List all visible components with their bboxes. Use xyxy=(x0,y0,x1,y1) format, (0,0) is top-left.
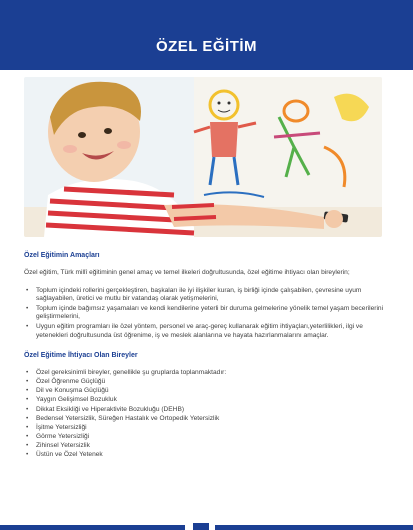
footer-bar-left xyxy=(0,525,185,530)
page-title: ÖZEL EĞİTİM xyxy=(155,37,258,55)
needs-section-title: Özel Eğitime İhtiyacı Olan Bireyler xyxy=(24,352,138,360)
list-item: • Dikkat Eksikliği ve Hiperaktivite Bozukluğu (DEHB) xyxy=(24,406,384,415)
footer-bar-right xyxy=(215,525,413,530)
aims-intro: Özel eğitim, Türk millî eğitiminin genel amaç ve temel ilkeleri doğrultusunda, özel eğitime ihtiyacı olan bireylerin; xyxy=(24,268,350,276)
needs-list xyxy=(24,369,384,460)
list-item: • Toplum içinde bağımsız yaşamaları ve kendi kendilerine yeterli bir duruma gelmelerine yönelik temel yaşam becerilerini geliştirmelerini, xyxy=(24,305,384,323)
list-item: • Uygun eğitim programları ile özel yöntem, personel ve araç-gereç kullanarak eğitim ihtiyaçları,yeterlilikleri, ilgi ve yetenekleri doğrultusunda üst öğrenime, iş ve meslek alanlarına ve hayata hazırlanmalarını amaçlar. xyxy=(24,323,384,341)
list-item: • Zihinsel Yetersizlik xyxy=(24,442,384,451)
list-item: • Bedensel Yetersizlik, Süreğen Hastalık ve Ortopedik Yetersizlik xyxy=(24,415,384,424)
page-footer xyxy=(0,523,413,530)
list-item: • Yaygın Gelişimsel Bozukluk xyxy=(24,396,384,405)
child-painting-photo xyxy=(24,77,382,237)
page-number-box xyxy=(193,523,209,530)
page-content xyxy=(24,252,384,472)
list-item: • Özel gereksinimli bireyler, genellikle şu gruplarda toplanmaktadır: xyxy=(24,369,384,378)
aims-list xyxy=(24,287,384,341)
list-item: • Özel Öğrenme Güçlüğü xyxy=(24,378,384,387)
aims-section-title: Özel Eğitimin Amaçları xyxy=(24,252,100,259)
list-item: • Dil ve Konuşma Güçlüğü xyxy=(24,387,384,396)
list-item: • İşitme Yetersizliği xyxy=(24,424,384,433)
page-header xyxy=(0,0,413,70)
list-item: • Üstün ve Özel Yetenek xyxy=(24,451,384,460)
list-item: • Toplum içindeki rollerini gerçekleştiren, başkaları ile iyi ilişkiler kuran, iş birliği içinde çalışabilen, çevresine uyum sağlayabilen, üretici ve mutlu bir vatandaş olarak yetişmelerini, xyxy=(24,287,384,305)
list-item: • Görme Yetersizliği xyxy=(24,433,384,442)
